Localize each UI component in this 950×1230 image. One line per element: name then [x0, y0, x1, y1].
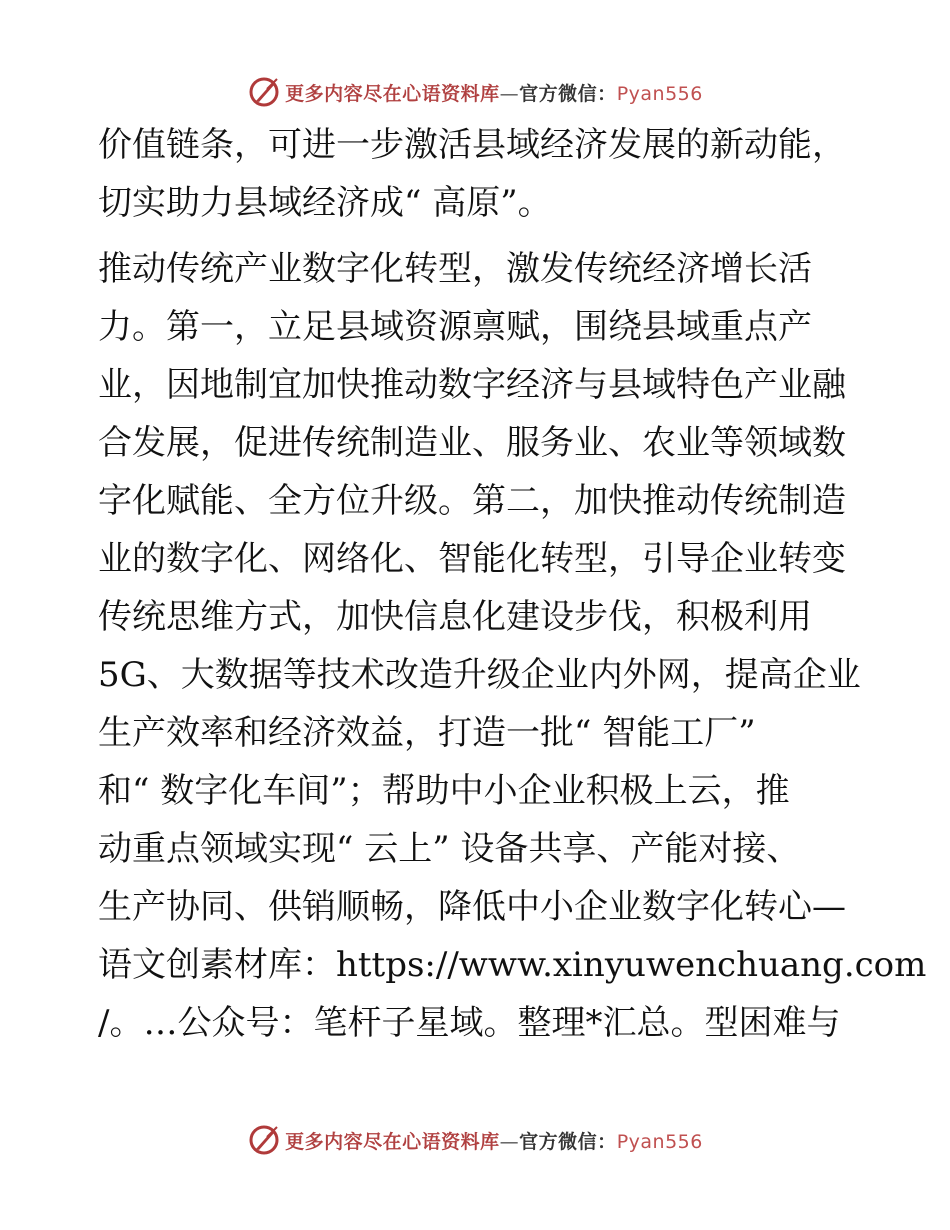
- site-name: 更多内容尽在心语资料库: [285, 82, 500, 105]
- text-line: 5G、大数据等技术改造升级企业内外网，提高企业: [98, 655, 861, 695]
- text-line: 力。第一，立足县域资源禀赋，围绕县域重点产: [98, 307, 812, 347]
- text-line: 传统思维方式，加快信息化建设步伐，积极利用: [98, 597, 812, 637]
- footer-banner-text: [285, 1127, 703, 1154]
- wechat-label: 官方微信：: [519, 1130, 617, 1153]
- text-line: 语文创素材库：https://www.xinyuwenchuang.com: [98, 945, 927, 985]
- text-line: 动重点领域实现“ 云上” 设备共享、产能对接、: [98, 829, 801, 869]
- header-banner-text: [285, 79, 703, 106]
- document-body: [98, 116, 927, 1052]
- text-line: 业的数字化、网络化、智能化转型，引导企业转变: [98, 539, 846, 579]
- text-line: 切实助力县域经济成“ 高原”。: [98, 183, 552, 223]
- footer-banner: [0, 1120, 950, 1160]
- paragraph-2: [98, 240, 927, 1052]
- text-line: 合发展，促进传统制造业、服务业、农业等领域数: [98, 423, 846, 463]
- quill-logo-icon: [247, 1123, 281, 1157]
- text-line: 业，因地制宜加快推动数字经济与县域特色产业融: [98, 365, 846, 405]
- header-banner: [0, 72, 950, 112]
- text-line: 和“ 数字化车间”；帮助中小企业积极上云，推: [98, 771, 790, 811]
- text-line: 推动传统产业数字化转型，激发传统经济增长活: [98, 249, 812, 289]
- wechat-label: 官方微信：: [519, 82, 617, 105]
- text-line: 字化赋能、全方位升级。第二，加快推动传统制造: [98, 481, 846, 521]
- text-line: 生产协同、供销顺畅，降低中小企业数字化转心—: [98, 887, 846, 927]
- text-line: /。…公众号：笔杆子星域。整理*汇总。型困难与: [98, 1003, 841, 1043]
- site-name: 更多内容尽在心语资料库: [285, 1130, 500, 1153]
- quill-logo-icon: [247, 75, 281, 109]
- text-line: 价值链条，可进一步激活县域经济发展的新动能，: [98, 125, 846, 165]
- paragraph-1: [98, 116, 858, 232]
- wechat-id: Pyan556: [616, 1130, 703, 1153]
- wechat-id: Pyan556: [616, 82, 703, 105]
- text-line: 生产效率和经济效益，打造一批“ 智能工厂”: [98, 713, 756, 753]
- separator: —: [499, 1130, 520, 1153]
- separator: —: [499, 82, 520, 105]
